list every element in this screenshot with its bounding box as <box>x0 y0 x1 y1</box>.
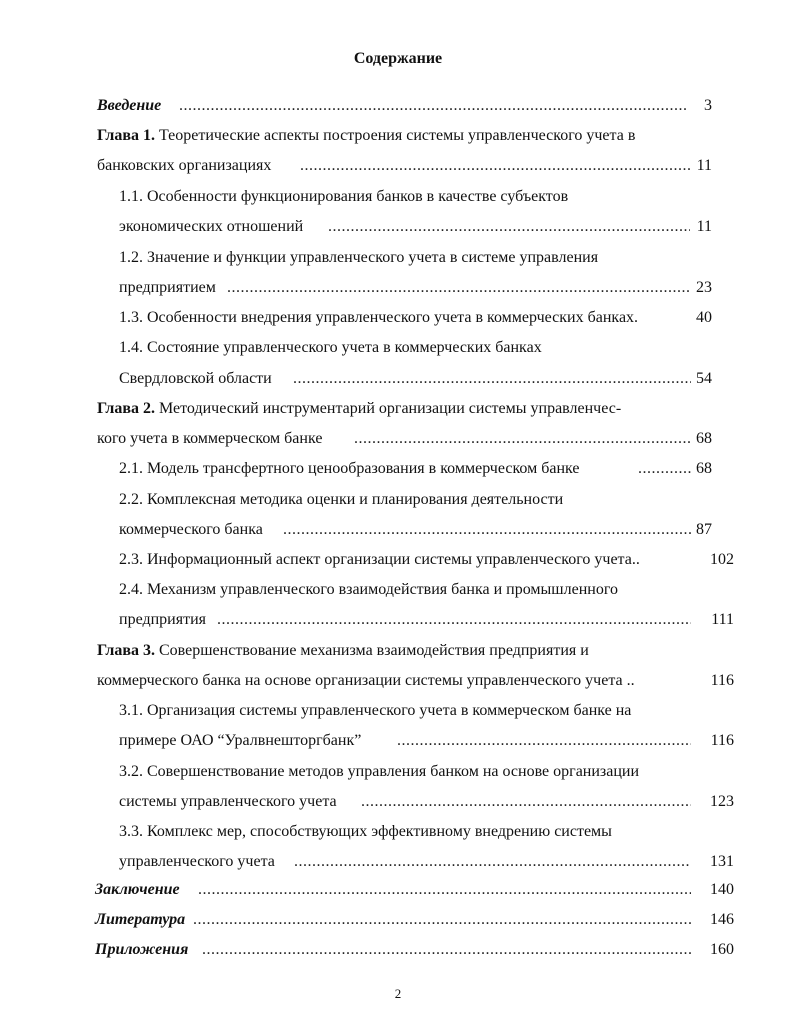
toc-page-number: 146 <box>710 911 734 928</box>
toc-page-number: 3 <box>704 97 712 114</box>
toc-entry-3-2-line1[interactable] <box>119 762 742 782</box>
section-title: 1.1. Особенности функционирования банков в качестве субъектов <box>119 188 569 205</box>
section-title-cont: управленческого учета <box>119 853 275 870</box>
toc-leader-dots <box>293 369 691 389</box>
section-title: 3.2. Совершенствование методов управления банком на основе организации <box>119 763 640 780</box>
section-title: 3.1. Организация системы управленческого учета в коммерческом банке на <box>119 702 632 719</box>
section-title-cont: предприятием <box>119 279 216 296</box>
toc-page-number: 11 <box>696 157 712 174</box>
toc-page-number: 160 <box>710 941 734 958</box>
toc-page-number: 68 <box>696 460 712 477</box>
toc-page-number: 140 <box>710 881 734 898</box>
toc-entry-2-1[interactable] <box>119 459 742 479</box>
toc-page-number: 116 <box>710 672 734 689</box>
toc-entry-chapter-3-line2[interactable] <box>97 671 742 691</box>
chapter-label: Глава 2. <box>97 400 155 417</box>
toc-leader-dots <box>283 520 692 540</box>
chapter-title: Совершенствование механизма взаимодействия предприятия и <box>155 642 589 659</box>
toc-entry-2-4-line2[interactable] <box>119 610 742 630</box>
toc-entry-1-1-line1[interactable] <box>119 187 742 207</box>
toc-entry-chapter-3-line1[interactable] <box>97 641 742 661</box>
toc-page-number: 11 <box>696 218 712 235</box>
chapter-title: Теоретические аспекты построения системы управленческого учета в <box>155 127 636 144</box>
toc-entry-2-2-line2[interactable] <box>119 520 742 540</box>
section-title-cont: системы управленческого учета <box>119 793 337 810</box>
section-title: 1.4. Состояние управленческого учета в коммерческих банках <box>119 339 542 356</box>
toc-leader-dots <box>397 731 691 751</box>
page-number-footer: 2 <box>394 986 402 1001</box>
toc-leader-dots <box>179 96 687 116</box>
toc-leader-dots <box>217 610 691 630</box>
section-title-cont: примере ОАО “Уралвнешторгбанк” <box>119 732 362 749</box>
section-title: 2.4. Механизм управленческого взаимодействия банка и промышленного <box>119 581 618 598</box>
toc-entry-1-2-line2[interactable] <box>119 278 742 298</box>
section-title-cont: предприятия <box>119 611 206 628</box>
toc-entry-introduction[interactable] <box>97 96 742 116</box>
toc-leader-dots <box>354 429 691 449</box>
chapter-label: Глава 3. <box>97 642 155 659</box>
section-title: 1.2. Значение и функции управленческого учета в системе управления <box>119 249 599 266</box>
toc-page-number: 131 <box>710 853 734 870</box>
section-title-cont: Свердловской области <box>119 370 272 387</box>
toc-entry-3-3-line1[interactable] <box>119 822 742 842</box>
toc-entry-conclusion[interactable] <box>95 880 742 900</box>
toc-page-number: 102 <box>710 551 734 568</box>
chapter-title-cont: коммерческого банка на основе организации системы управленческого учета .. <box>97 672 635 689</box>
toc-entry-1-1-line2[interactable] <box>119 217 742 237</box>
section-title: 2.1. Модель трансфертного ценообразования в коммерческом банке <box>119 460 580 477</box>
toc-entry-2-2-line1[interactable] <box>119 490 742 510</box>
toc-entry-chapter-2-line1[interactable] <box>97 399 742 419</box>
toc-leader-dots <box>193 910 691 930</box>
toc-entry-appendices[interactable] <box>95 940 742 960</box>
toc-leader-dots <box>361 792 691 812</box>
chapter-title-cont: кого учета в коммерческом банке <box>97 430 323 447</box>
page-title: Содержание <box>353 50 443 67</box>
toc-label: Литература <box>95 911 186 928</box>
toc-entry-2-4-line1[interactable] <box>119 580 742 600</box>
toc-page-number: 40 <box>696 309 712 326</box>
toc-entry-1-4-line2[interactable] <box>119 369 742 389</box>
section-title-cont: экономических отношений <box>119 218 304 235</box>
toc-entry-1-4-line1[interactable] <box>119 338 742 358</box>
section-title: 2.3. Информационный аспект организации системы управленческого учета.. <box>119 551 640 568</box>
chapter-label: Глава 1. <box>97 127 155 144</box>
toc-entry-1-3[interactable] <box>119 308 742 328</box>
toc-page-number: 68 <box>696 430 712 447</box>
toc-leader-dots <box>227 278 691 298</box>
section-title: 3.3. Комплекс мер, способствующих эффективному внедрению системы <box>119 823 612 840</box>
toc-page-number: 123 <box>710 793 734 810</box>
toc-label: Введение <box>97 97 162 114</box>
toc-page-number: 54 <box>696 370 712 387</box>
toc-page-number: 116 <box>710 732 734 749</box>
toc-entry-chapter-2-line2[interactable] <box>97 429 742 449</box>
chapter-title: Методический инструментарий организации системы управленчес- <box>155 400 622 417</box>
section-title: 2.2. Комплексная методика оценки и планирования деятельности <box>119 491 564 508</box>
toc-leader-dots <box>198 880 691 900</box>
toc-entry-literature[interactable] <box>95 910 742 930</box>
toc-page-number: 23 <box>696 279 712 296</box>
toc-entry-3-1-line1[interactable] <box>119 701 742 721</box>
toc-entry-chapter-1-line2[interactable] <box>97 156 742 176</box>
toc-entry-1-2-line1[interactable] <box>119 248 742 268</box>
toc-entry-3-2-line2[interactable] <box>119 792 742 812</box>
toc-entry-2-3[interactable] <box>119 550 742 570</box>
toc-entry-chapter-1-line1[interactable] <box>97 126 742 146</box>
toc-page-number: 87 <box>696 521 712 538</box>
toc-leader-dots <box>202 940 691 960</box>
section-title: 1.3. Особенности внедрения управленческого учета в коммерческих банках. <box>119 309 639 326</box>
toc-entry-3-1-line2[interactable] <box>119 731 742 751</box>
toc-leader-dots <box>300 156 690 176</box>
chapter-title-cont: банковских организациях <box>97 157 272 174</box>
toc-page-number: 111 <box>711 611 734 628</box>
toc-label: Приложения <box>95 941 189 958</box>
section-title-cont: коммерческого банка <box>119 521 263 538</box>
toc-leader-dots <box>328 217 690 237</box>
toc-leader-dots <box>294 852 691 872</box>
toc-label: Заключение <box>95 881 180 898</box>
toc-entry-3-3-line2[interactable] <box>119 852 742 872</box>
